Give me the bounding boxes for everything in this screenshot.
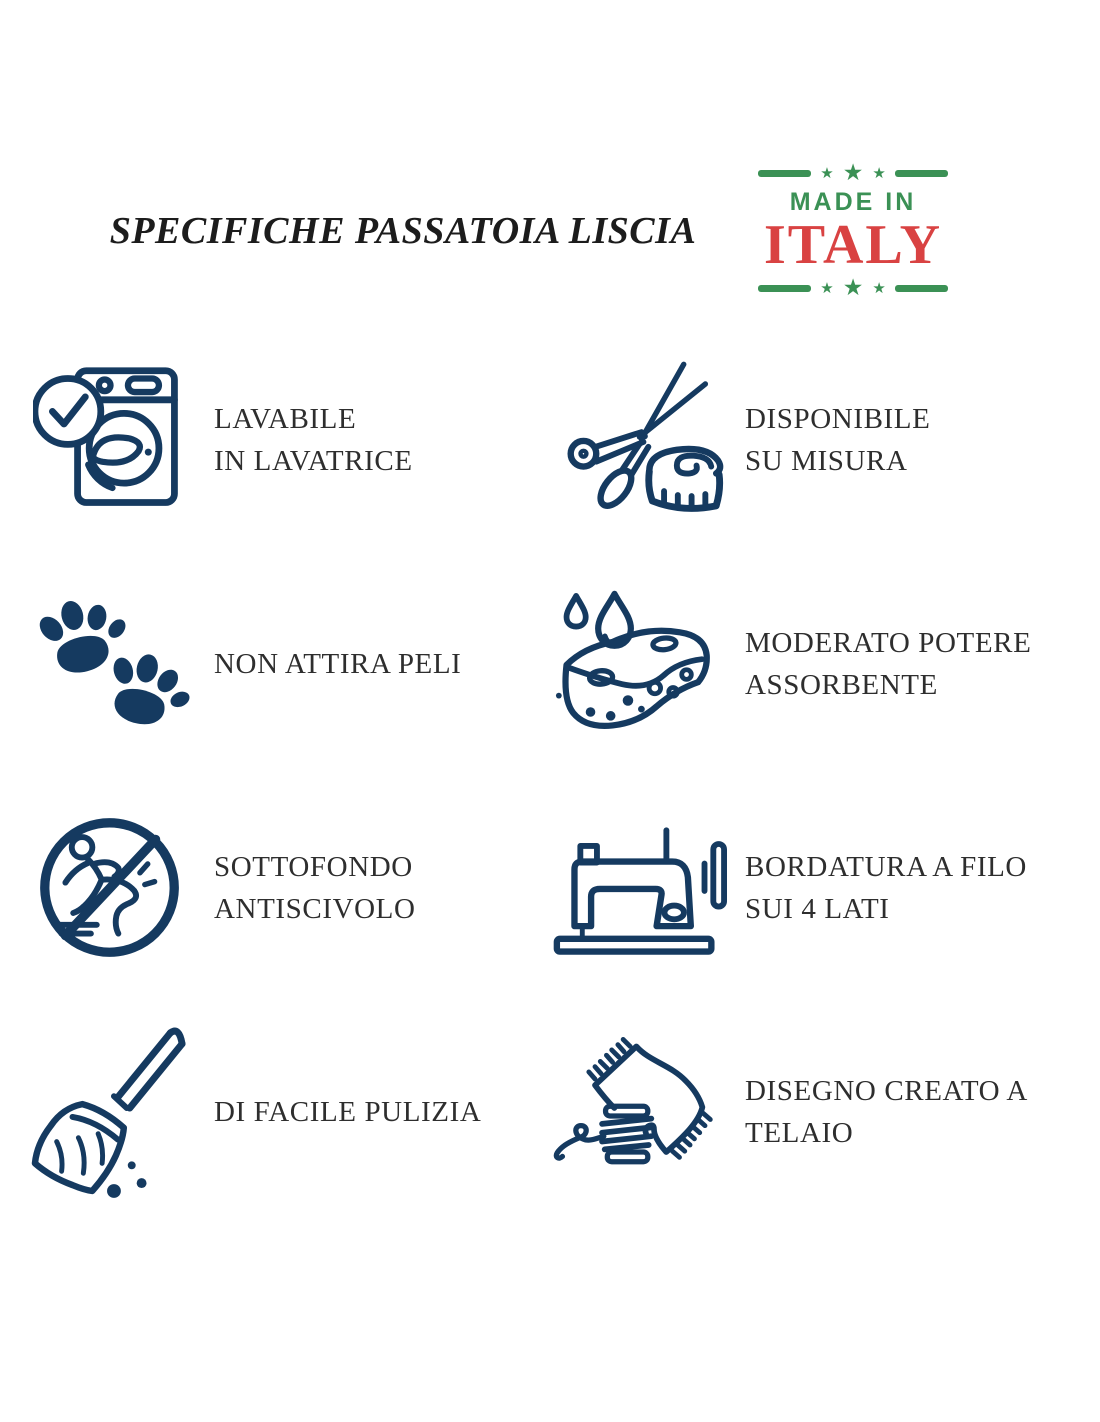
no-slip-icon (22, 812, 198, 964)
scissors-tape-icon (551, 356, 727, 524)
rug-loom-icon (551, 1023, 727, 1201)
star-icon: ★ (842, 159, 864, 186)
badge-bar (758, 285, 811, 292)
star-icon: ★ (872, 163, 886, 182)
feature-label-line: SUI 4 LATI (745, 893, 890, 925)
feature-antiscivolo (0, 794, 545, 982)
feature-non-attira-peli (0, 570, 545, 758)
badge-italy-text: ITALY (763, 214, 943, 277)
badge-top-ornament (758, 159, 948, 186)
feature-label-line: DISPONIBILE (745, 402, 931, 435)
features-grid (0, 346, 1100, 1206)
feature-assorbente (545, 570, 1100, 758)
feature-label-line: TELAIO (745, 1117, 854, 1149)
header (0, 158, 1100, 304)
feature-label (745, 1070, 1028, 1154)
feature-label (745, 846, 1027, 930)
badge-bar (895, 285, 948, 292)
washing-machine-check-icon (22, 363, 198, 518)
made-in-italy-badge (758, 159, 948, 302)
badge-made-in-text: MADE IN (789, 187, 917, 216)
feature-label-line: MODERATO POTERE (745, 626, 1032, 659)
feature-label (214, 398, 413, 482)
feature-label (745, 398, 930, 482)
star-icon: ★ (820, 163, 834, 182)
feature-label (214, 846, 416, 930)
feature-su-misura (545, 346, 1100, 534)
feature-label (214, 1091, 481, 1133)
sewing-machine-icon (551, 814, 727, 962)
feature-label-line: IN LAVATRICE (214, 445, 413, 477)
star-icon: ★ (820, 279, 834, 298)
star-icon: ★ (842, 275, 864, 302)
feature-label-line: BORDATURA A FILO (745, 850, 1027, 883)
broom-icon (22, 1023, 198, 1201)
star-icon: ★ (872, 279, 886, 298)
paw-prints-icon (22, 588, 198, 740)
badge-bar (758, 170, 811, 177)
feature-label-line: SU MISURA (745, 445, 908, 477)
page-title: SPECIFICHE PASSATOIA LISCIA (109, 210, 697, 252)
feature-label-line: DI FACILE PULIZIA (214, 1095, 482, 1128)
feature-label (214, 643, 461, 685)
feature-label-line: LAVABILE (214, 402, 357, 435)
sponge-drops-icon (551, 582, 727, 746)
feature-label-line: SOTTOFONDO (214, 850, 413, 883)
feature-telaio (545, 1018, 1100, 1206)
badge-bottom-ornament (758, 277, 948, 300)
feature-label-line: ASSORBENTE (745, 669, 938, 701)
feature-facile-pulizia (0, 1018, 545, 1206)
feature-bordatura (545, 794, 1100, 982)
feature-label-line: DISEGNO CREATO A (745, 1074, 1028, 1107)
feature-label-line: NON ATTIRA PELI (214, 647, 462, 680)
feature-label (745, 622, 1031, 706)
feature-lavabile (0, 346, 545, 534)
badge-bar (895, 170, 948, 177)
feature-label-line: ANTISCIVOLO (214, 893, 416, 925)
